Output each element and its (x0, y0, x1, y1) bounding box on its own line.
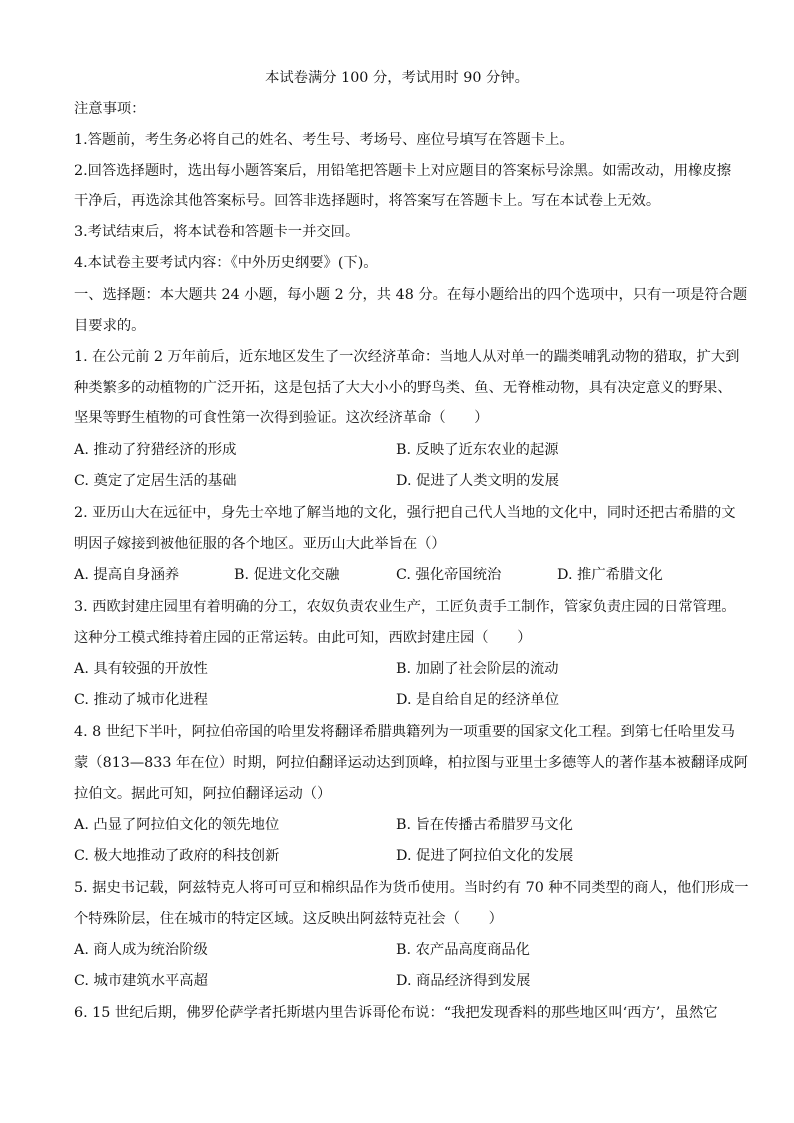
question-6-text: 6. 15 世纪后期，佛罗伦萨学者托斯堪内里告诉哥伦布说：“我把发现香料的那些地区叫‘西方’，虽然它 (74, 1005, 718, 1021)
question-5-option-d: D. 商品经济得到发展 (396, 973, 531, 989)
question-1-text: 1. 在公元前 2 万年前后，近东地区发生了一次经济革命：当地人从对单一的踹类哺乳动物的猎取，扩大到 (74, 349, 740, 365)
question-1-option-c: C. 奠定了定居生活的基础 (74, 473, 237, 489)
notice-item: 干净后，再选涂其他答案标号。回答非选择题时，将答案写在答题卡上。写在本试卷上无效。 (74, 193, 661, 209)
question-4-text: 蒙（813—833 年在位）时期，阿拉伯翻译运动达到顶峰，柏拉图与亚里士多德等人的著作基本被翻译成阿 (74, 755, 748, 771)
question-5-option-b: B. 农产品高度商品化 (396, 942, 530, 958)
section-heading: 目要求的。 (74, 318, 146, 334)
question-3-option-c: C. 推动了城市化进程 (74, 692, 208, 708)
question-3-option-a: A. 具有较强的开放性 (74, 661, 208, 677)
question-4-text: 4. 8 世纪下半叶，阿拉伯帝国的哈里发将翻译希腊典籍列为一项重要的国家文化工程。到第七任哈里发马 (74, 724, 735, 740)
question-2-text: 2. 亚历山大在远征中，身先士卒地了解当地的文化，强行把自己代人当地的文化中，同时还把古希腊的文 (74, 505, 736, 521)
notice-item: 1.答题前，考生务必将自己的姓名、考生号、考场号、座位号填写在答题卡上。 (74, 132, 574, 148)
question-4-text: 拉伯文。据此可知，阿拉伯翻译运动（） (74, 786, 332, 802)
question-3-text: 3. 西欧封建庄园里有着明确的分工，农奴负责农业生产，工匠负责手工制作，管家负责庄园的日常管理。 (74, 599, 736, 615)
question-1-option-a: A. 推动了狩猎经济的形成 (74, 442, 237, 458)
question-4-option-b: B. 旨在传播古希腊罗马文化 (396, 817, 573, 833)
question-2-text: 明因子嫁接到被他征服的各个地区。亚历山大此举旨在（） (74, 536, 446, 552)
question-2-option-d: D. 推广希腊文化 (557, 567, 663, 583)
question-1-option-d: D. 促进了人类文明的发展 (396, 473, 560, 489)
question-2-option-c: C. 强化帝国统治 (396, 567, 502, 583)
question-4-option-c: C. 极大地推动了政府的科技创新 (74, 848, 280, 864)
question-1-text: 种类繁多的动植物的广泛开拓，这是包括了大大小小的野鸟类、鱼、无脊椎动物，具有决定意义的野果、 (74, 380, 732, 396)
question-2-option-b: B. 促进文化交融 (234, 567, 340, 583)
notice-item: 2.回答选择题时，选出每小题答案后，用铅笔把答题卡上对应题目的答案标号涂黑。如需改动，用橡皮擦 (74, 163, 731, 179)
question-4-option-d: D. 促进了阿拉伯文化的发展 (396, 848, 574, 864)
notice-title: 注意事项： (74, 101, 146, 117)
section-heading: 一、选择题：本大题共 24 小题，每小题 2 分，共 48 分。在每小题给出的四个选项中，只有一项是符合题 (74, 287, 748, 303)
question-5-text: 5. 据史书记载，阿兹特克人将可可豆和棉织品作为货币使用。当时约有 70 种不同类型的商人，他们形成一 (74, 880, 749, 896)
question-2-option-a: A. 提高自身涵养 (74, 567, 180, 583)
question-5-text: 个特殊阶层，住在城市的特定区域。这反映出阿兹特克社会（ ） (74, 911, 503, 927)
exam-info: 本试卷满分 100 分，考试用时 90 分钟。 (265, 70, 529, 86)
notice-item: 3.考试结束后，将本试卷和答题卡一并交回。 (74, 224, 360, 240)
question-4-option-a: A. 凸显了阿拉伯文化的领先地位 (74, 817, 280, 833)
question-1-option-b: B. 反映了近东农业的起源 (396, 442, 559, 458)
question-5-option-a: A. 商人成为统治阶级 (74, 942, 208, 958)
question-3-option-d: D. 是自给自足的经济单位 (396, 692, 560, 708)
question-3-text: 这种分工模式维持着庄园的正常运转。由此可知，西欧封建庄园（ ） (74, 630, 532, 646)
question-1-text: 坚果等野生植物的可食性第一次得到验证。这次经济革命（ ） (74, 410, 489, 426)
question-5-option-c: C. 城市建筑水平高超 (74, 973, 208, 989)
question-3-option-b: B. 加剧了社会阶层的流动 (396, 661, 559, 677)
notice-item: 4.本试卷主要考试内容：《中外历史纲要》(下)。 (74, 255, 378, 271)
